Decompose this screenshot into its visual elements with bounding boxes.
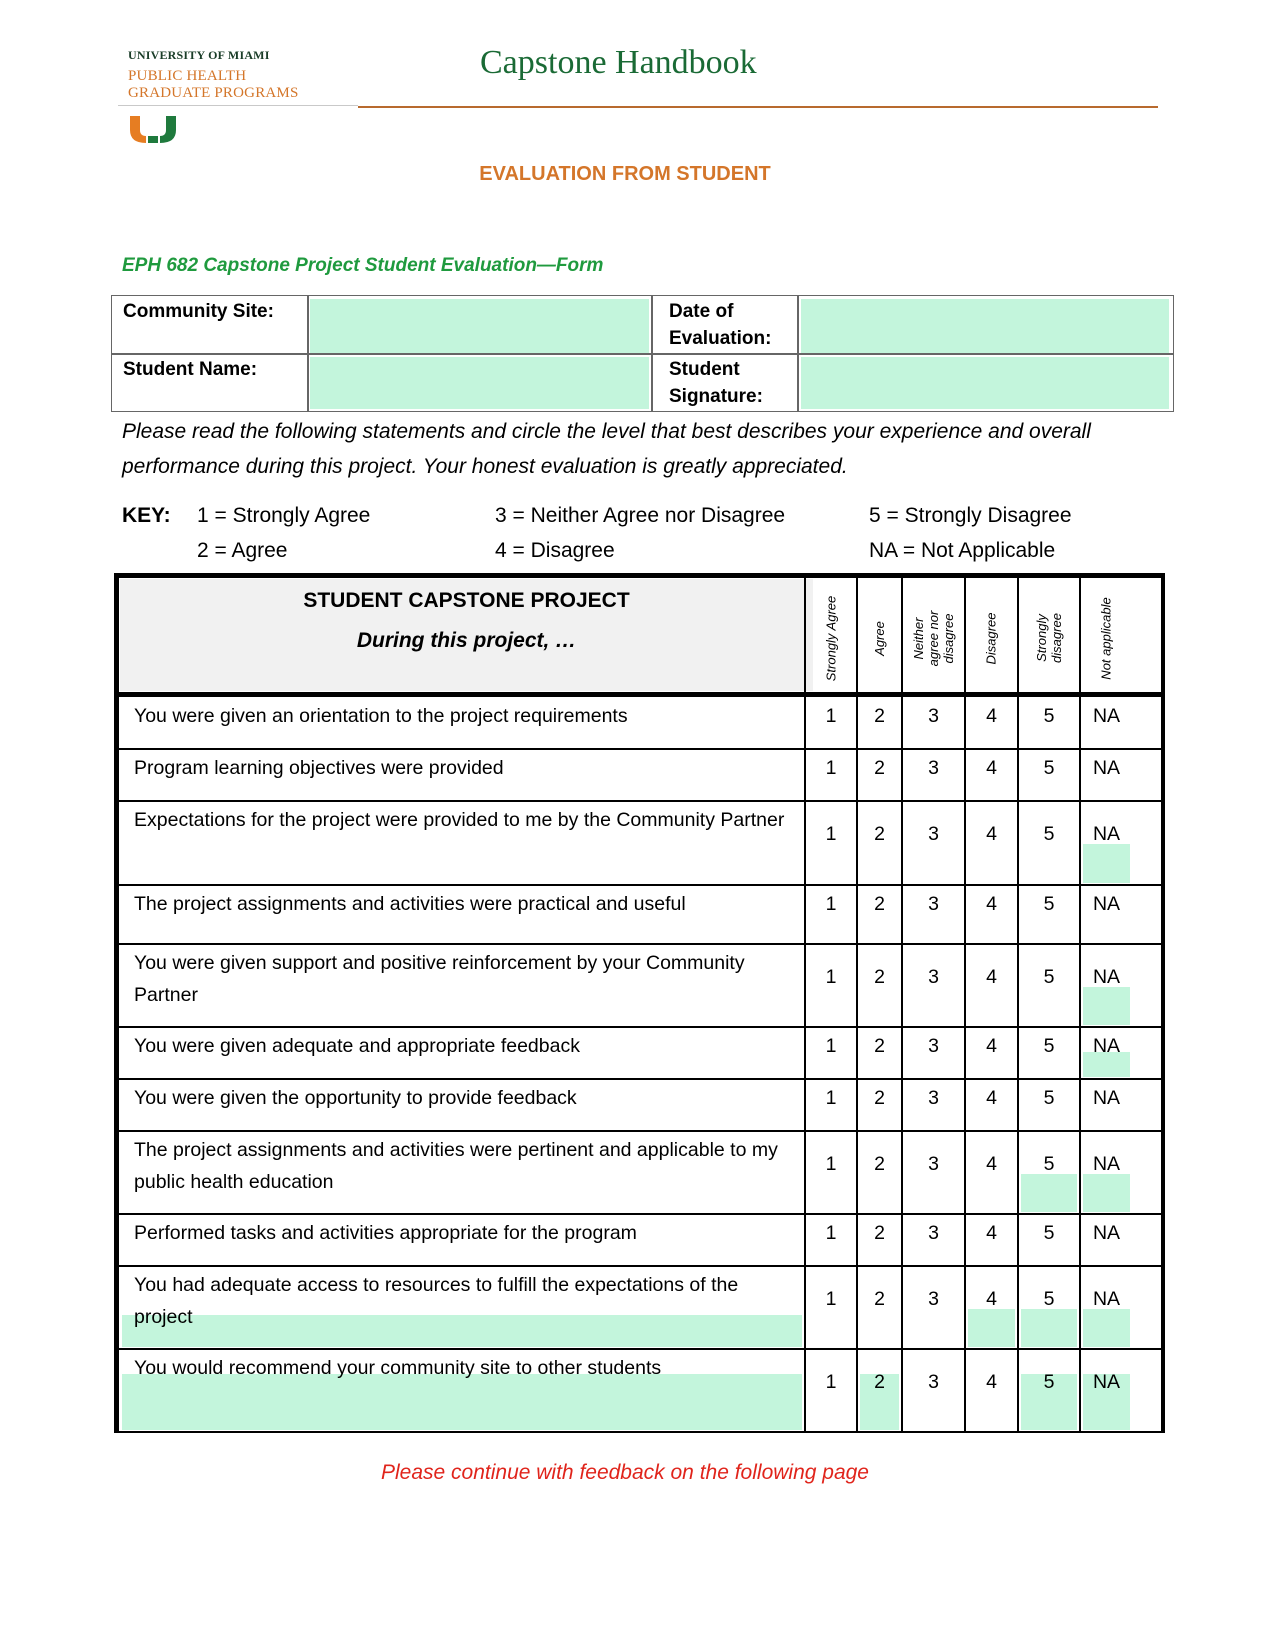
rating-option-disagree[interactable]: 4 [986, 1035, 997, 1057]
rating-option-disagree[interactable]: 4 [986, 705, 997, 727]
column-header-not-applicable [1080, 583, 1133, 693]
rating-option-strongly-agree[interactable]: 1 [825, 1287, 837, 1310]
rating-option-agree[interactable]: 2 [874, 893, 885, 915]
answer-field-highlight[interactable] [1083, 1174, 1130, 1212]
rating-option-strongly-agree[interactable]: 1 [825, 1370, 837, 1393]
university-logo [128, 48, 358, 102]
row-divider [114, 1026, 1165, 1028]
statement-text: The project assignments and activities were pertinent and applicable to my public health education [134, 1139, 778, 1193]
rating-option-strongly-agree[interactable]: 1 [825, 1087, 837, 1109]
rating-option-strongly-disagree[interactable]: 5 [1043, 757, 1055, 779]
answer-field-highlight[interactable] [1083, 987, 1130, 1025]
row-divider [114, 884, 1165, 886]
logo-divider [118, 105, 358, 106]
rating-option-disagree[interactable]: 4 [986, 1222, 997, 1244]
rating-option-strongly-disagree[interactable]: 5 [1043, 1087, 1055, 1109]
student-signature-field[interactable] [801, 357, 1169, 409]
statement-text: You were given support and positive reinforcement by your Community Partner [134, 952, 745, 1006]
rating-option-neither[interactable]: 3 [928, 1152, 939, 1175]
row-divider [114, 1213, 1165, 1215]
rating-option-strongly-agree[interactable]: 1 [825, 1222, 837, 1244]
rating-option-not-applicable[interactable]: NA [1092, 893, 1121, 915]
rating-option-agree[interactable]: 2 [874, 965, 885, 988]
rating-option-strongly-agree[interactable]: 1 [825, 823, 837, 845]
rating-option-agree[interactable]: 2 [874, 705, 885, 727]
rating-option-neither[interactable]: 3 [928, 1370, 939, 1393]
continue-note: Please continue with feedback on the following page [380, 1461, 869, 1484]
column-header-label: Disagree [984, 611, 999, 665]
rating-option-disagree[interactable]: 4 [986, 1152, 997, 1175]
rating-option-disagree[interactable]: 4 [986, 757, 997, 779]
column-header-strongly-disagree [1018, 583, 1080, 693]
answer-field-highlight[interactable] [1021, 1174, 1077, 1212]
rating-table [114, 573, 1165, 1433]
rating-option-disagree[interactable]: 4 [986, 893, 997, 915]
rating-option-not-applicable[interactable]: NA [1092, 1087, 1121, 1109]
answer-field-highlight[interactable] [968, 1309, 1015, 1347]
student-info-grid [111, 295, 1174, 412]
rating-option-disagree[interactable]: 4 [986, 1287, 997, 1310]
rating-option-strongly-disagree[interactable]: 5 [1043, 823, 1055, 845]
row-divider [114, 943, 1165, 945]
rating-option-neither[interactable]: 3 [928, 1035, 939, 1057]
rating-option-not-applicable[interactable]: NA [1092, 823, 1121, 845]
rating-option-disagree[interactable]: 4 [986, 1087, 997, 1109]
row-divider [114, 1078, 1165, 1080]
statement-text: You were given adequate and appropriate feedback [134, 1035, 580, 1057]
table-header-subtitle: During this project, … [356, 629, 577, 652]
rating-option-strongly-agree[interactable]: 1 [825, 1035, 837, 1057]
rating-option-strongly-disagree[interactable]: 5 [1043, 1035, 1055, 1057]
rating-option-not-applicable[interactable]: NA [1092, 757, 1121, 779]
rating-option-strongly-agree[interactable]: 1 [825, 757, 837, 779]
rating-option-not-applicable[interactable]: NA [1092, 1370, 1121, 1393]
statement-text: You were given the opportunity to provide feedback [134, 1087, 577, 1109]
column-header-label: Not applicable [1099, 596, 1115, 680]
rating-option-agree[interactable]: 2 [874, 1035, 885, 1057]
column-header-label: Strongly disagree [1034, 613, 1064, 663]
column-header-label: Strongly Agree [823, 595, 839, 681]
rating-option-not-applicable[interactable]: NA [1092, 1035, 1121, 1057]
statement-text: You would recommend your community site to other students [134, 1357, 662, 1379]
rating-option-agree[interactable]: 2 [874, 1152, 885, 1175]
statement-text: Expectations for the project were provided to me by the Community Partner [134, 809, 785, 831]
rating-option-neither[interactable]: 3 [928, 965, 939, 988]
rating-option-not-applicable[interactable]: NA [1092, 965, 1121, 988]
header-divider [358, 106, 1158, 108]
logo-program-line1: PUBLIC HEALTH [128, 68, 247, 84]
rating-option-neither[interactable]: 3 [928, 1222, 939, 1244]
row-divider [114, 1348, 1165, 1350]
rating-option-agree[interactable]: 2 [874, 1087, 885, 1109]
column-header-strongly-agree [805, 583, 857, 693]
table-border-right [1161, 573, 1165, 1433]
grid-divider [112, 353, 1173, 355]
statement-text: Program learning objectives were provided [134, 757, 504, 779]
key-item: 2 = Agree [197, 539, 288, 562]
key-item: 5 = Strongly Disagree [869, 504, 1072, 527]
instructions-text: Please read the following statements and circle the level that best describes your experience and overall performance during this project. Your honest evaluation is greatly appreciated. [122, 420, 1091, 478]
student-name-label: Student Name: [123, 359, 258, 380]
answer-field-highlight[interactable] [1021, 1309, 1077, 1347]
u-logo-icon [128, 114, 178, 144]
column-header-label: Neither agree nor disagree [911, 610, 956, 666]
rating-option-not-applicable[interactable]: NA [1092, 1222, 1121, 1244]
key-label: KEY: [122, 504, 171, 527]
date-of-evaluation-field[interactable] [801, 299, 1169, 353]
rating-option-neither[interactable]: 3 [928, 823, 939, 845]
rating-option-agree[interactable]: 2 [874, 823, 885, 845]
rating-option-agree[interactable]: 2 [874, 1222, 885, 1244]
statement-text: The project assignments and activities were practical and useful [134, 893, 686, 915]
community-site-field[interactable] [310, 299, 649, 353]
column-header-agree [857, 583, 902, 693]
rating-option-disagree[interactable]: 4 [986, 1370, 997, 1393]
rating-option-strongly-disagree[interactable]: 5 [1043, 705, 1055, 727]
key-item: 4 = Disagree [495, 539, 615, 562]
rating-option-neither[interactable]: 3 [928, 1087, 939, 1109]
row-divider [114, 1130, 1165, 1132]
rating-option-strongly-disagree[interactable]: 5 [1043, 965, 1055, 988]
rating-option-neither[interactable]: 3 [928, 757, 939, 779]
rating-option-strongly-agree[interactable]: 1 [825, 1152, 837, 1175]
logo-university-name: UNIVERSITY OF MIAMI [128, 48, 270, 62]
rating-option-strongly-disagree[interactable]: 5 [1043, 893, 1055, 915]
rating-option-strongly-disagree[interactable]: 5 [1043, 1287, 1055, 1310]
key-item: NA = Not Applicable [869, 539, 1056, 562]
table-border-top [114, 573, 1165, 578]
rating-option-strongly-disagree[interactable]: 5 [1043, 1222, 1055, 1244]
rating-option-strongly-disagree[interactable]: 5 [1043, 1152, 1055, 1175]
answer-field-highlight[interactable] [1083, 1309, 1130, 1347]
rating-option-not-applicable[interactable]: NA [1092, 705, 1121, 727]
statement-text: Performed tasks and activities appropriate for the program [134, 1222, 637, 1244]
rating-option-agree[interactable]: 2 [874, 757, 885, 779]
rating-option-neither[interactable]: 3 [928, 705, 939, 727]
rating-option-agree[interactable]: 2 [874, 1287, 885, 1310]
table-header-title: STUDENT CAPSTONE PROJECT [303, 589, 630, 612]
rating-option-neither[interactable]: 3 [928, 1287, 939, 1310]
rating-option-disagree[interactable]: 4 [986, 823, 997, 845]
student-name-field[interactable] [310, 357, 649, 409]
rating-option-not-applicable[interactable]: NA [1092, 1152, 1121, 1175]
statement-text: You had adequate access to resources to fulfill the expectations of the project [134, 1274, 739, 1328]
rating-option-strongly-agree[interactable]: 1 [825, 965, 837, 988]
section-title: EVALUATION FROM STUDENT [479, 163, 771, 185]
column-header-label: Agree [871, 620, 887, 656]
key-item: 1 = Strongly Agree [197, 504, 371, 527]
row-divider [114, 748, 1165, 750]
rating-option-agree[interactable]: 2 [874, 1370, 885, 1393]
rating-option-strongly-disagree[interactable]: 5 [1043, 1370, 1055, 1393]
date-of-evaluation-label: Date of Evaluation: [669, 301, 772, 349]
document-title: Capstone Handbook [480, 44, 757, 81]
rating-option-strongly-agree[interactable]: 1 [825, 705, 837, 727]
rating-option-not-applicable[interactable]: NA [1092, 1287, 1121, 1310]
form-title: EPH 682 Capstone Project Student Evaluation—Form [122, 255, 604, 276]
rating-option-disagree[interactable]: 4 [986, 965, 997, 988]
statement-text: You were given an orientation to the project requirements [134, 705, 628, 727]
student-signature-label: Student Signature: [669, 359, 763, 407]
column-header-neither [902, 583, 965, 693]
key-item: 3 = Neither Agree nor Disagree [495, 504, 786, 527]
community-site-label: Community Site: [123, 301, 274, 322]
rating-option-neither[interactable]: 3 [928, 893, 939, 915]
rating-option-strongly-agree[interactable]: 1 [825, 893, 837, 915]
logo-program-line2: GRADUATE PROGRAMS [128, 85, 299, 101]
rating-key [122, 504, 1182, 584]
table-border-bottom [114, 1431, 1165, 1433]
row-divider [114, 1265, 1165, 1267]
table-border-left [114, 573, 119, 1433]
column-header-disagree [965, 583, 1018, 693]
row-divider [114, 800, 1165, 802]
